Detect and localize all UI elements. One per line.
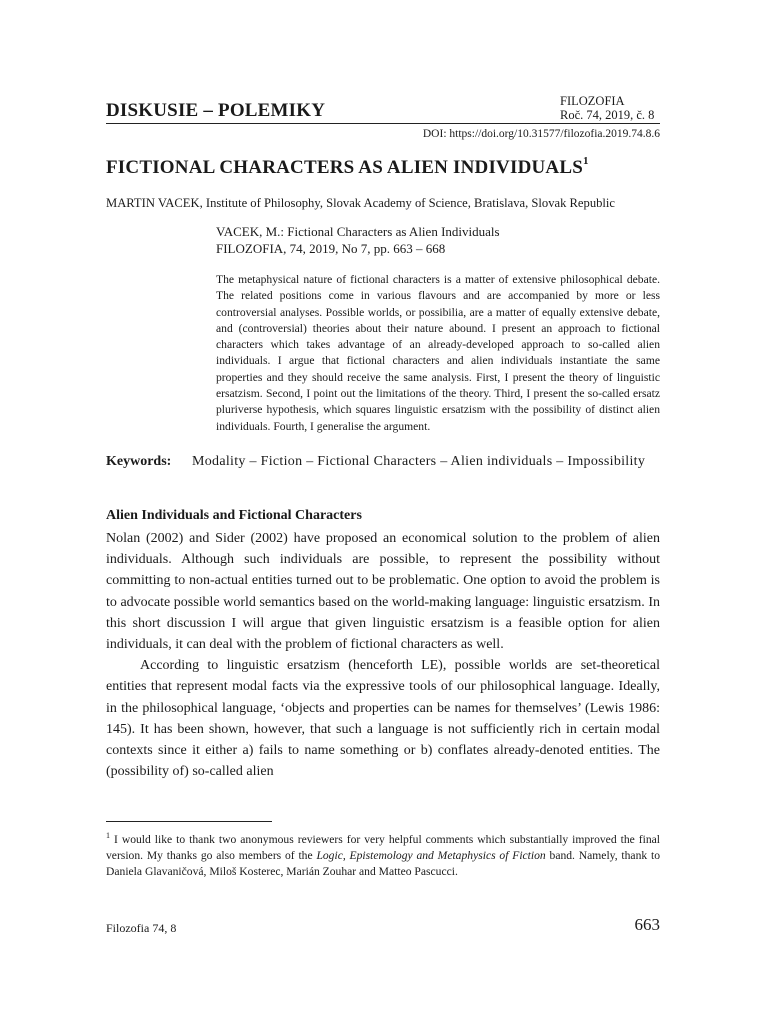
footnote-rule — [106, 821, 272, 822]
running-header — [106, 94, 660, 122]
abstract: The metaphysical nature of fictional characters is a matter of extensive philosophical debate. The related positions come in various flavours and are accompanied by more or less controversial analyses. Possible worlds, or possibilia, are a matter of equally extensive debate, and (controversial) theories about their nature abound. I present an approach to fictional characters which takes advantage of an already-developed approach to so-called alien individuals. I argue that fictional characters and alien individuals instantiate the same properties and they should receive the same analysis. First, I present the theory of linguistic ersatzism. Second, I point out the limitations of the theory. Third, I present the so-called ersatz pluriverse hypothesis, which squares linguistic ersatzism with the possibility of distinct alien individuals. Fourth, I generalise the argument. — [216, 273, 660, 433]
section-title: DISKUSIE – POLEMIKY — [106, 100, 326, 121]
journal-name: FILOZOFIA — [560, 94, 625, 108]
keywords-list: Modality – Fiction – Fictional Characters – Alien individuals – Impossibility — [192, 454, 646, 469]
band-name: Logic, Epistemology and Metaphysics of Fiction — [316, 849, 546, 863]
paper-page — [106, 0, 660, 1024]
article-title-text: FICTIONAL CHARACTERS AS ALIEN INDIVIDUALS — [106, 157, 583, 178]
doi-link[interactable]: DOI: https://doi.org/10.31577/filozofia.2019.74.8.6 — [422, 128, 660, 140]
body-paragraph: According to linguistic ersatzism (henceforth LE), possible worlds are set-theoretical entities that represent modal facts via the expressive tools of our philosophical language. Ideally, in the philosophical language, ‘objects and properties can be names for themselves’ (Lewis 1986: 145). It has been shown, however, that such a language is not sufficiently rich in certain modal contexts since it either a) fails to name something or b) conflates already-denoted entities. The (possibility of) so-called alien — [106, 658, 660, 780]
article-title — [106, 157, 589, 179]
citation-title: VACEK, M.: Fictional Characters as Alien Individuals — [216, 224, 500, 239]
journal-info — [560, 94, 660, 122]
citation-source: FILOZOFIA, 74, 2019, No 7, pp. 663 – 668 — [216, 241, 446, 256]
journal-issue: Roč. 74, 2019, č. 8 — [560, 108, 655, 122]
keywords — [106, 451, 660, 472]
author-affiliation: MARTIN VACEK, Institute of Philosophy, Slovak Academy of Science, Bratislava, Slovak Republic — [106, 196, 615, 210]
keywords-label: Keywords: — [106, 454, 172, 469]
body-paragraph: Nolan (2002) and Sider (2002) have proposed an economical solution to the problem of alien individuals. Although such individuals are possible, to represent the possibility without committing to non-actual entities turned out to be problematic. One option to avoid the problem is to advocate possible world semantics based on the world-making language: linguistic ersatzism. In this short discussion I will argue that given linguistic ersatzism is a feasible option for alien individuals, it can deal with the problem of fictional characters as well. — [106, 531, 660, 653]
footer-journal: Filozofia 74, 8 — [106, 921, 177, 935]
body-text — [106, 528, 660, 782]
footnote: $^1$ I would like to thank two anonymous reviewers for very helpful comments which substantially improved the final version. My thanks go also members of the Logic, Epistemology and Metaphysics of Fiction band. Namely, thank to Daniela Glavaničová, Miloš Kosterec, Marián Zouhar and Matteo Pascucci. — [106, 831, 660, 879]
title-footnote-mark: 1 — [582, 155, 589, 167]
footnote-mark: 1 — [106, 831, 110, 840]
section-heading: Alien Individuals and Fictional Characters — [106, 508, 362, 523]
page-number: 663 — [634, 915, 660, 934]
header-rule — [106, 123, 660, 124]
citation-block — [216, 223, 660, 257]
